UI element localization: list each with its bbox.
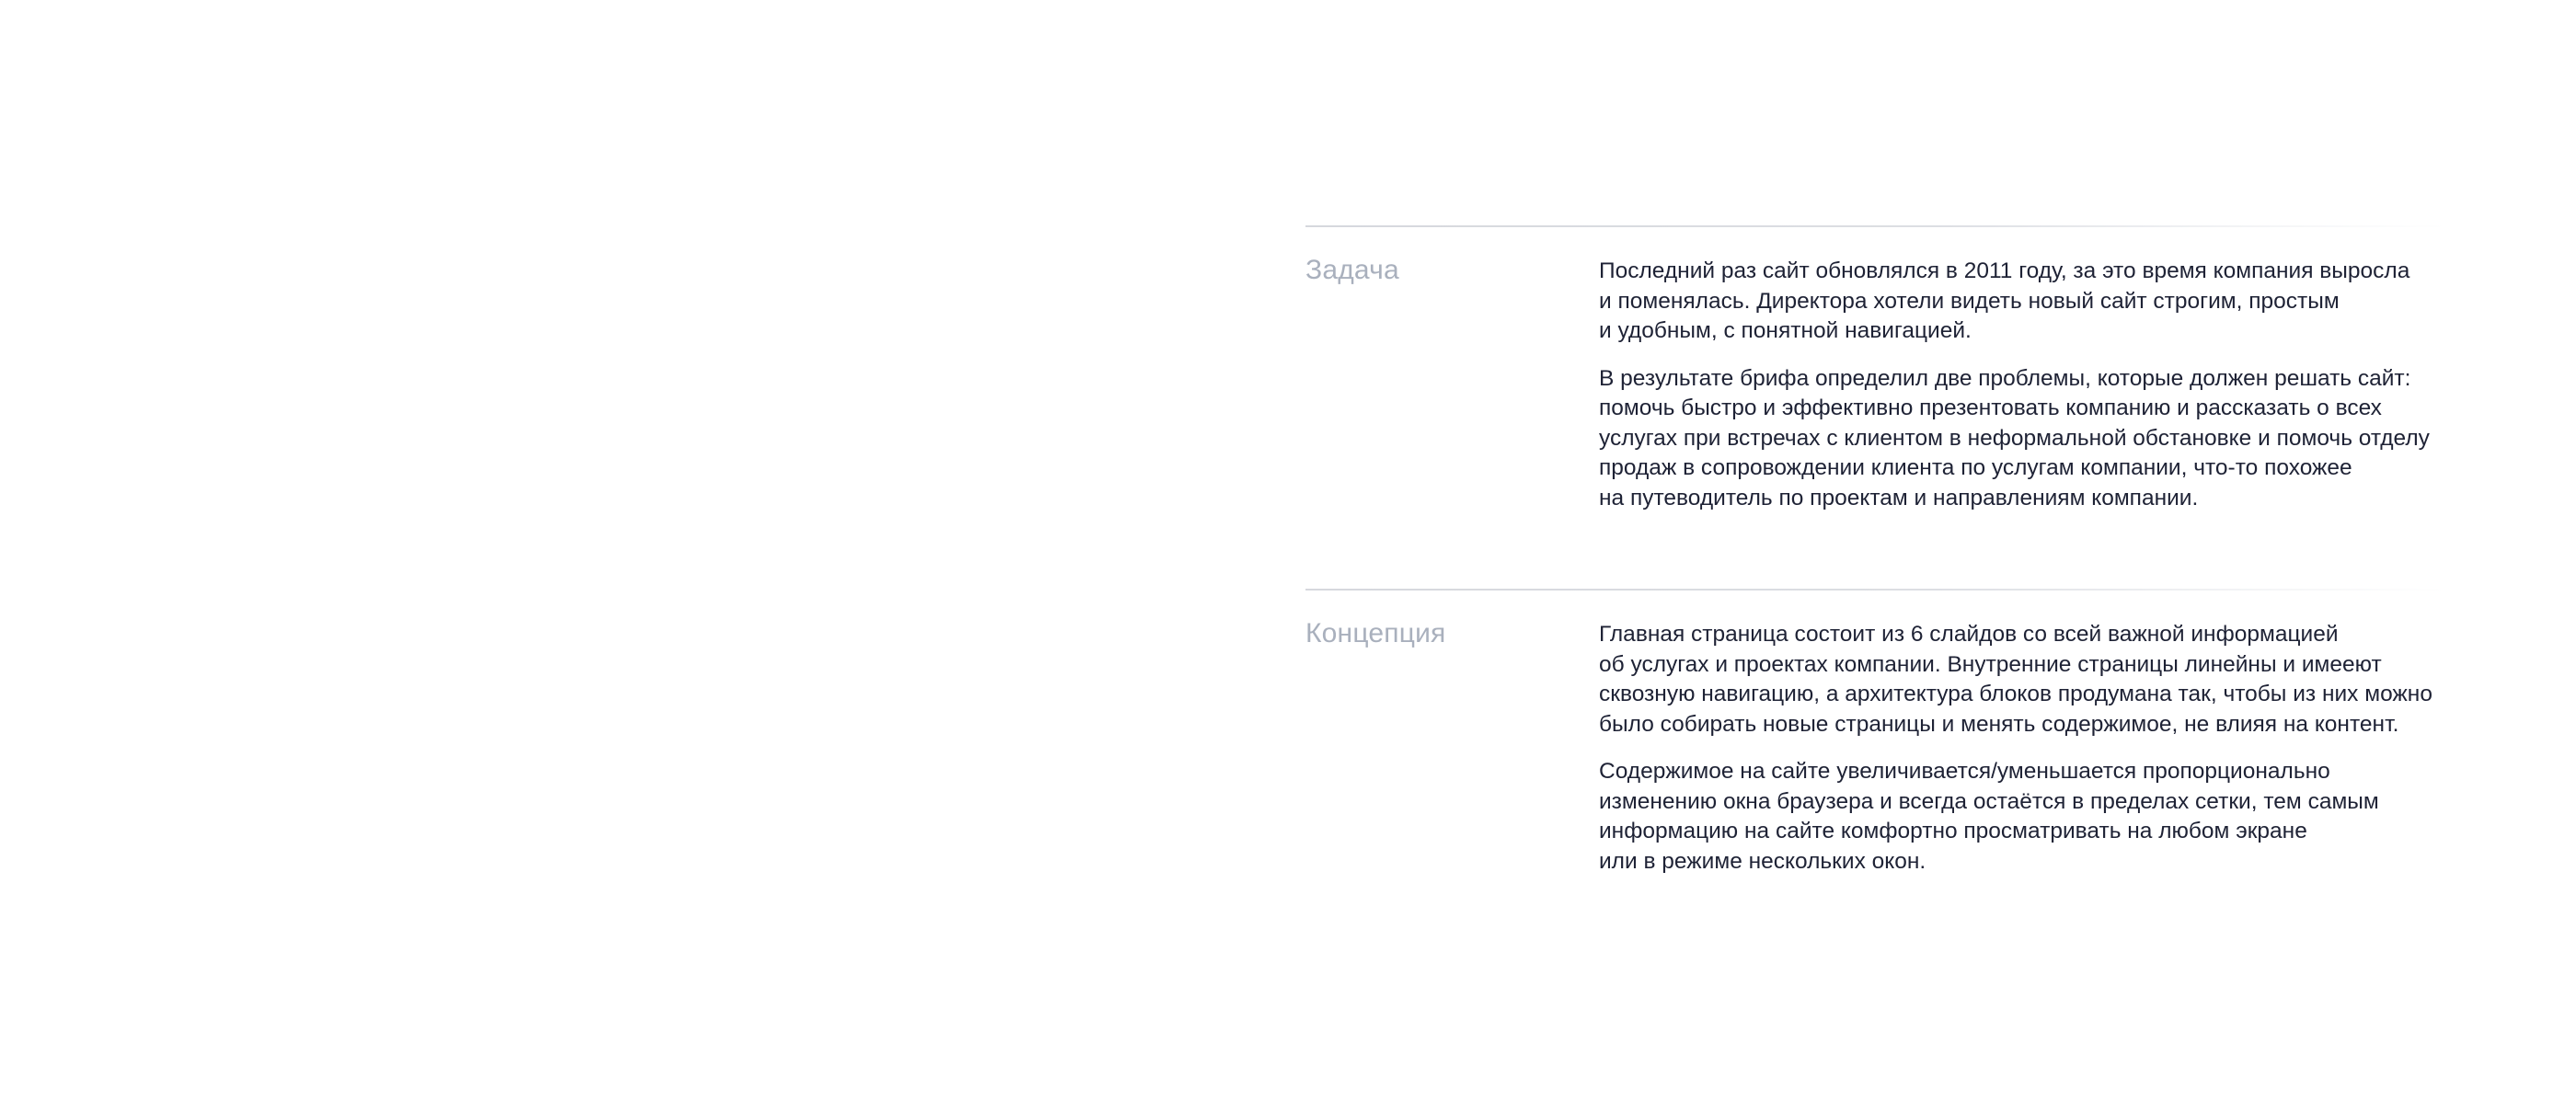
paragraph bbox=[1599, 257, 2464, 347]
text-line: помочь быстро и эффективно презентовать компанию и рассказать о всех bbox=[1599, 396, 2382, 420]
text-line: В результате брифа определил две проблемы, которые должен решать сайт: bbox=[1599, 365, 2411, 391]
section-divider bbox=[1305, 589, 2446, 591]
text-line: и поменялась. Директора хотели видеть новый сайт строгим, простым bbox=[1599, 288, 2340, 314]
section-concept bbox=[1305, 589, 2446, 874]
text-line: сквозную навигацию, а архитектура блоков продумана так, чтобы из них можно bbox=[1599, 682, 2432, 706]
section-task bbox=[1305, 225, 2446, 510]
text-line: Главная страница состоит из 6 слайдов со всей важной информацией bbox=[1599, 622, 2339, 647]
text-line: информацию на сайте комфортно просматривать на любом экране bbox=[1599, 819, 2307, 843]
text-line: Последний раз сайт обновлялся в 2011 году, за это время компания выросла bbox=[1599, 258, 2410, 283]
text-line: на путеводитель по проектам и направлениям компании. bbox=[1599, 485, 2199, 510]
section-label: Задача bbox=[1305, 255, 1399, 285]
section-label: Концепция bbox=[1305, 618, 1446, 648]
text-line: об услугах и проектах компании. Внутренние страницы линейны и имееют bbox=[1599, 651, 2382, 677]
text-line: услугах при встречах с клиентом в неформальной обстановке и помочь отделу bbox=[1599, 425, 2430, 451]
paragraph bbox=[1599, 364, 2464, 514]
paragraph bbox=[1599, 620, 2464, 740]
text-line: или в режиме нескольких окон. bbox=[1599, 848, 1926, 874]
section-body bbox=[1599, 620, 2464, 894]
text-line: Содержимое на сайте увеличивается/уменьшается пропорционально bbox=[1599, 759, 2330, 784]
section-divider bbox=[1305, 225, 2446, 227]
paragraph bbox=[1599, 757, 2464, 877]
text-line: продаж в сопровождении клиента по услугам компании, что-то похожее bbox=[1599, 455, 2352, 480]
text-line: изменению окна браузера и всегда остаётся в пределах сетки, тем самым bbox=[1599, 788, 2379, 814]
text-line: и удобным, с понятной навигацией. bbox=[1599, 318, 1972, 343]
text-line: было собирать новые страницы и менять содержимое, не влияя на контент. bbox=[1599, 711, 2399, 737]
section-body bbox=[1599, 257, 2464, 531]
